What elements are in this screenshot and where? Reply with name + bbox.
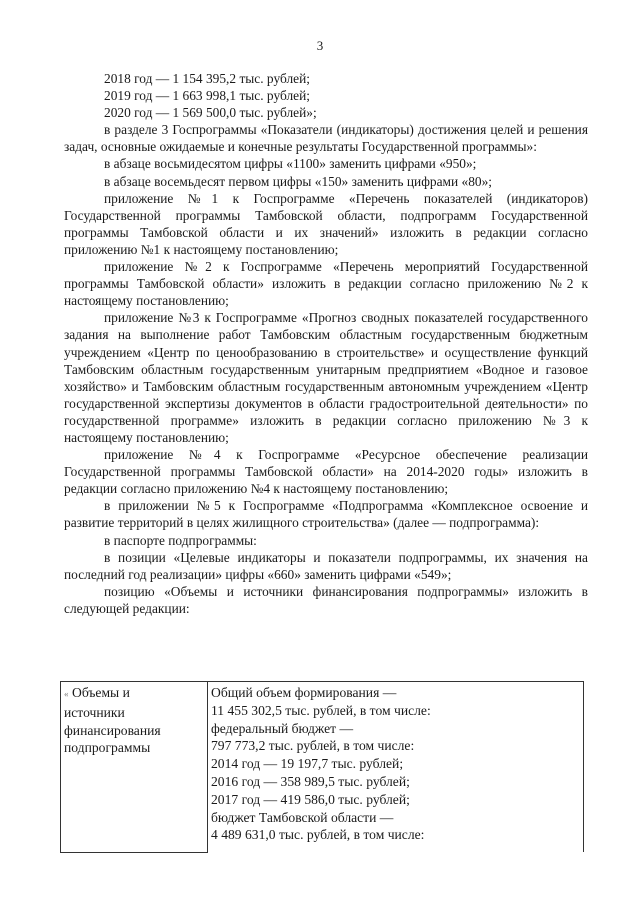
table-label-line: источники	[64, 704, 125, 720]
table-value-line: 2017 год — 419 586,0 тыс. рублей;	[211, 791, 410, 807]
paragraph: позицию «Объемы и источники финансирования подпрограммы» изложить в следующей редакции:	[64, 583, 588, 616]
paragraph: 2020 год — 1 569 500,0 тыс. рублей»;	[104, 105, 317, 121]
table-row	[61, 682, 584, 853]
table-value-line: 11 455 302,5 тыс. рублей, в том числе:	[211, 702, 431, 718]
paragraph: приложение №2 к Госпрограмме «Перечень мероприятий Государственной программы Тамбовской области» изложить в редакции согласно приложению №2 к настоящему постановлению;	[64, 259, 588, 309]
paragraph: в позиции «Целевые индикаторы и показатели подпрограммы, их значения на последний год реализации» цифры «660» заменить цифрами «549»;	[64, 549, 588, 582]
quote-mark: «	[64, 689, 69, 699]
table-value-line: 2014 год — 19 197,7 тыс. рублей;	[211, 756, 404, 772]
page-number: 3	[316, 38, 324, 53]
paragraph: 2019 год — 1 663 998,1 тыс. рублей;	[104, 88, 310, 104]
table-value-line: 2016 год — 358 989,5 тыс. рублей;	[211, 773, 410, 789]
paragraph: приложение №1 к Госпрограмме «Перечень показателей (индикаторов) Государственной программы Тамбовской области, подпрограмм Государственной программы Тамбовской области и их значений» изложить в редакции согласно приложению №1 к настоящему постановлению;	[64, 190, 588, 257]
paragraph: приложение №3 к Госпрограмме «Прогноз сводных показателей государственного задания на выполнение работ Тамбовским областным государственным бюджетным учреждением «Центр по ценообразованию в строительстве» и осуществление функций Тамбовским областным государственным унитарным предприятием «Водное и газовое хозяйство» и Тамбовским областным государственным автономным учреждением «Центр государственной экспертизы документов в области градостроительной деятельности» по государственной программе» изложить в редакции согласно приложению №3 к настоящему постановлению;	[64, 310, 588, 445]
paragraph: в приложении №5 к Госпрограмме «Подпрограмма «Комплексное освоение и развитие территорий в целях жилищного строительства» (далее — подпрограмма):	[64, 498, 588, 531]
table-cell-label	[61, 682, 208, 853]
document-body	[64, 70, 588, 617]
paragraph: приложение №4 к Госпрограмме «Ресурсное обеспечение реализации Государственной программы Тамбовской области» на 2014-2020 годы» изложить в редакции согласно приложению №4 к настоящему постановлению;	[64, 447, 588, 497]
paragraph: 2018 год — 1 154 395,2 тыс. рублей;	[104, 71, 310, 86]
financing-table	[60, 681, 584, 853]
table-value-line: бюджет Тамбовской области —	[211, 809, 394, 825]
table-label-line: подпрограммы	[64, 740, 151, 756]
table-value-line: Общий объем формирования —	[211, 685, 397, 700]
paragraph: в паспорте подпрограммы:	[104, 532, 257, 548]
table-value-line: 797 773,2 тыс. рублей, в том числе:	[211, 738, 415, 754]
table-value-line: 4 489 631,0 тыс. рублей, в том числе:	[211, 827, 425, 843]
table-label-line: « Объемы и	[64, 684, 204, 704]
table-label-line: финансирования	[64, 722, 161, 738]
table-cell-value	[208, 682, 584, 853]
paragraph: в разделе 3 Госпрограммы «Показатели (индикаторы) достижения целей и решения задач, основные ожидаемые и конечные результаты Государственной программы»:	[64, 122, 588, 155]
table-value-line: федеральный бюджет —	[211, 720, 354, 736]
paragraph: в абзаце восьмидесятом цифры «1100» заменить цифрами «950»;	[104, 156, 477, 172]
paragraph: в абзаце восемьдесят первом цифры «150» заменить цифрами «80»;	[104, 173, 492, 189]
